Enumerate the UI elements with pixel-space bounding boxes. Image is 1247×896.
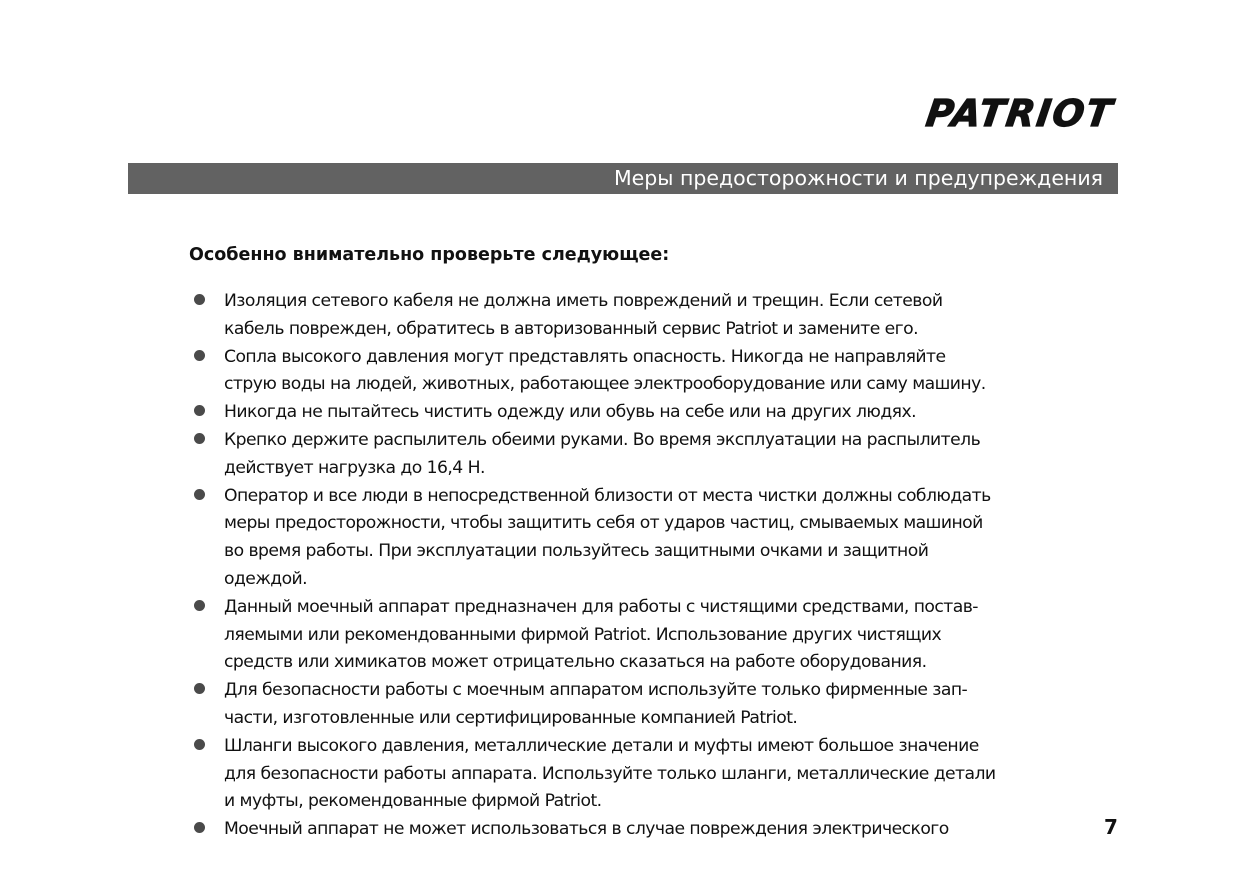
bullet-item — [190, 399, 1090, 427]
bullet-text-line: средств или химикатов может отрицательно сказаться на работе оборудования. — [224, 652, 927, 673]
page-number: 7 — [1104, 815, 1118, 839]
bullet-item — [190, 483, 1090, 594]
safety-bullet-list — [190, 288, 1090, 844]
section-title: Меры предосторожности и предупреждения — [613, 166, 1103, 190]
bullet-text-line: для безопасности работы аппарата. Используйте только шланги, металлические детали — [224, 763, 996, 784]
bullet-text-line: Изоляция сетевого кабеля не должна иметь повреждений и трещин. Если сетевой — [224, 291, 943, 311]
bullet-text-line: меры предосторожности, чтобы защитить себя от ударов частиц, смываемых машиной — [224, 513, 983, 534]
bullet-text-line: части, изготовленные или сертифицированные компанией Patriot. — [224, 707, 798, 728]
bullet-dot-icon — [194, 350, 205, 361]
bullet-item — [190, 733, 1090, 816]
bullet-text-line: Шланги высокого давления, металлические детали и муфты имеют большое значение — [224, 735, 979, 756]
bullet-item — [190, 816, 1090, 844]
bullet-dot-icon — [194, 489, 205, 500]
bullet-dot-icon — [194, 294, 205, 305]
bullet-text-line: ляемыми или рекомендованными фирмой Patriot. Использование других чистящих — [224, 624, 942, 645]
bullet-item — [190, 288, 1090, 344]
bullet-text-line: Никогда не пытайтесь чистить одежду или обувь на себе или на других людях. — [224, 402, 916, 423]
patriot-logo — [896, 88, 1118, 138]
bullet-text-line: Для безопасности работы с моечным аппаратом используйте только фирменные зап- — [224, 680, 968, 701]
bullet-text-line: Данный моечный аппарат предназначен для работы с чистящими средствами, постав- — [224, 596, 978, 617]
bullet-dot-icon — [194, 683, 205, 694]
page-heading: Особенно внимательно проверьте следующее: — [189, 245, 670, 265]
bullet-text-line: Моечный аппарат не может использоваться в случае повреждения электрического — [224, 819, 949, 840]
section-header-bar — [128, 163, 1118, 194]
bullet-text-line: кабель поврежден, обратитесь в авторизованный сервис Patriot и замените его. — [224, 318, 919, 339]
bullet-dot-icon — [194, 405, 205, 416]
bullet-item — [190, 677, 1090, 733]
patriot-logo-graphic — [896, 88, 1118, 138]
bullet-item — [190, 594, 1090, 677]
bullet-dot-icon — [194, 822, 205, 833]
bullet-text-line: Крепко держите распылитель обеими руками. Во время эксплуатации на распылитель — [224, 429, 981, 450]
bullet-text-line: и муфты, рекомендованные фирмой Patriot. — [224, 791, 602, 812]
bullet-item — [190, 427, 1090, 483]
bullet-dot-icon — [194, 600, 205, 611]
bullet-text-line: действует нагрузка до 16,4 Н. — [224, 457, 485, 478]
bullet-text-line: Сопла высокого давления могут представлять опасность. Никогда не направляйте — [224, 346, 946, 367]
bullet-text-line: одеждой. — [224, 568, 308, 589]
bullet-text-line: струю воды на людей, животных, работающее электрооборудование или саму машину. — [224, 374, 986, 395]
bullet-text-line: во время работы. При эксплуатации пользуйтесь защитными очками и защитной — [224, 541, 929, 562]
patriot-logo-text: PATRIOT — [923, 91, 1117, 135]
bullet-text-line: Оператор и все люди в непосредственной близости от места чистки должны соблюдать — [224, 485, 991, 506]
bullet-dot-icon — [194, 739, 205, 750]
bullet-item — [190, 344, 1090, 400]
bullet-dot-icon — [194, 433, 205, 444]
